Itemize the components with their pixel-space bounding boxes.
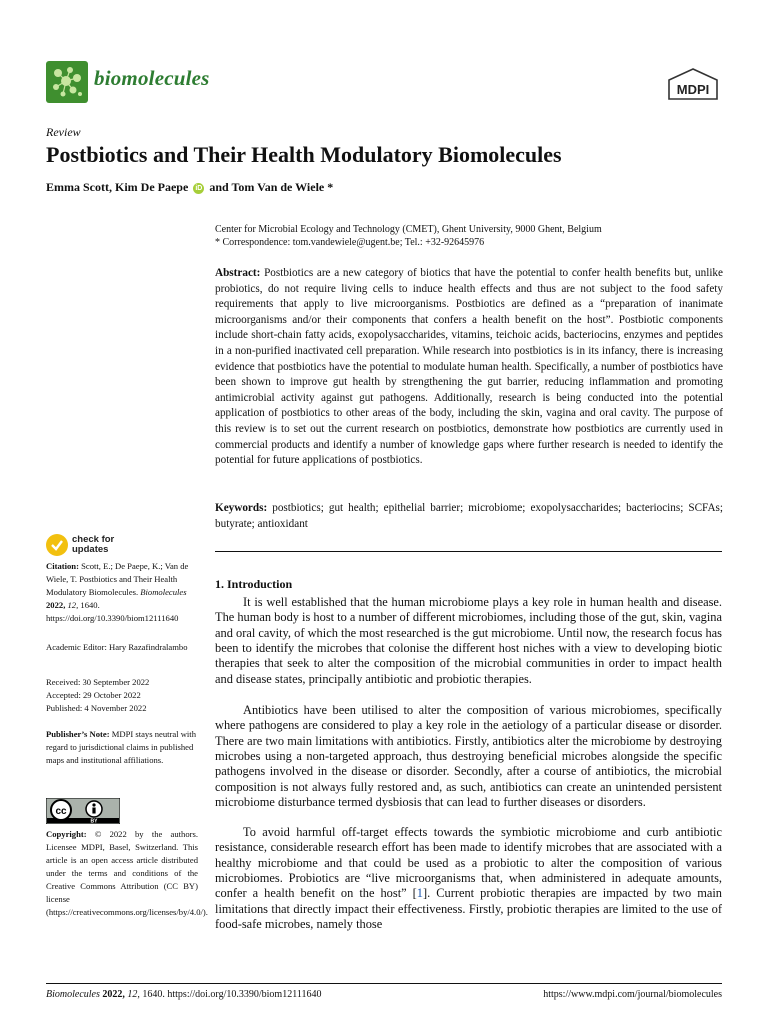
- dates-block: [46, 676, 198, 715]
- citation-text: Scott, E.; De Paepe, K.; Van de Wiele, T. Postbiotics and Their Health Modulatory Biomolecules.: [46, 561, 189, 597]
- abstract: [215, 266, 723, 469]
- publisher-note: [46, 728, 198, 767]
- citation-doi[interactable]: 1640. https://doi.org/10.3390/biom12111640: [46, 600, 179, 623]
- footer-journal: Biomolecules: [46, 989, 100, 1000]
- journal-name: biomolecules: [94, 66, 210, 90]
- citation-journal: Biomolecules: [140, 587, 187, 597]
- keywords: [215, 501, 723, 532]
- publisher-logo: [665, 67, 721, 103]
- mdpi-logo-icon: [665, 67, 721, 103]
- publisher-logo-text: MDPI: [676, 82, 710, 97]
- footer-doi[interactable]: 1640. https://doi.org/10.3390/biom12111640: [142, 989, 322, 1000]
- paragraph-3-text-b: ]. Current probiotic therapies are impacted by two main limitations that directly impact their effectiveness. Firstly, probiotic therapies are limited to the use of food-safe microbes, namely those: [215, 886, 723, 932]
- received-date: Received: 30 September 2022: [46, 677, 150, 687]
- check-updates-label: [72, 535, 114, 555]
- section-divider: [215, 551, 722, 552]
- publisher-note-label: Publisher’s Note:: [46, 729, 110, 739]
- body-paragraph-3: [215, 825, 722, 932]
- citation-volume: 12,: [67, 600, 79, 610]
- copyright-text: © 2022 by the authors. Licensee MDPI, Basel, Switzerland. This article is an open access article distributed under the terms and conditions of the Creative Commons Attribution (CC BY) license (https://creativecommons.org/licenses/by/4.0/).: [46, 829, 208, 917]
- cc-badge-by-text: BY: [90, 818, 98, 824]
- check-updates-line1: check for: [72, 534, 115, 545]
- published-date: Published: 4 November 2022: [46, 703, 147, 713]
- accepted-date: Accepted: 29 October 2022: [46, 690, 141, 700]
- body-paragraph-1: It is well established that the human microbiome plays a key role in human health and disease. The human body is host to a number of different microbiomes, including those of the gut, skin, vagina and oral cavity, of which the most researched is the gut microbiome. Until now, the research focus has been to identify the microbes that colonise the different host niches with a view to developing biotic therapies that seek to alter the composition of the microbial communities in order to impact health and disease states, principally antibiotic and probiotic therapies.: [215, 595, 723, 686]
- check-for-updates-badge[interactable]: [46, 534, 126, 558]
- check-updates-icon: [46, 534, 68, 556]
- citation-block: [46, 560, 198, 625]
- cc-by-license-icon[interactable]: [46, 798, 120, 824]
- footer-volume: 12,: [127, 989, 140, 1000]
- author-list: [46, 180, 333, 195]
- article-title: Postbiotics and Their Health Modulatory Biomolecules: [46, 142, 562, 167]
- cc-badge-cc-text: cc: [55, 806, 67, 817]
- footer-citation: [46, 989, 321, 1000]
- authors-first: Emma Scott, Kim De Paepe: [46, 180, 189, 194]
- academic-editor: Academic Editor: Hary Razafindralambo: [46, 642, 188, 652]
- footer-divider: [46, 983, 722, 984]
- copyright-label: Copyright:: [46, 829, 87, 839]
- authors-last: and Tom Van de Wiele *: [209, 180, 334, 194]
- copyright-notice: [46, 828, 208, 919]
- footer-year: 2022,: [102, 989, 125, 1000]
- keywords-label: Keywords:: [215, 502, 268, 514]
- check-updates-line2: updates: [72, 544, 109, 555]
- footer-journal-url[interactable]: https://www.mdpi.com/journal/biomolecules: [543, 989, 722, 1000]
- article-type: Review: [46, 125, 81, 139]
- abstract-label: Abstract:: [215, 267, 261, 279]
- reference-link[interactable]: 1: [416, 886, 423, 901]
- journal-logo-icon: [46, 61, 88, 103]
- orcid-icon[interactable]: iD: [195, 185, 203, 192]
- abstract-text: Postbiotics are a new category of biotics that have the potential to confer health benefits but, unlike probiotics, do not require living cells to induce health effects and thus are not subject to the food safety requirements that apply to live microorganisms. Postbiotics are defined as a “preparation of inanimate microorganisms and/or their components that confers a health benefit on the host”. Postbiotic components include short-chain fatty acids, exopolysaccharides, vitamins, teichoic acids, bacteriocins, enzymes and peptides in a non-purified inactivated cell preparation. While research into postbiotics is in its infancy, there is increasing evidence that postbiotics have the potential to modulate human health. Specifically, a number of postbiotics have been shown to improve gut health by strengthening the gut barrier, reducing inflammation and promoting antimicrobial activity against gut pathogens. Additionally, research is being conducted into the potential application of postbiotics to other areas of the body, including the skin, vagina and oral cavity. The purpose of this review is to set out the current research on postbiotics, demonstrate how postbiotics are currently used in commercial products and identify a number of knowledge gaps where further research is needed to identify the potential for future applications of postbiotics.: [215, 267, 723, 467]
- affiliation: Center for Microbial Ecology and Technology (CMET), Ghent University, 9000 Ghent, Belgium: [215, 224, 602, 235]
- keywords-text: postbiotics; gut health; epithelial barrier; microbiome; exopolysaccharides; bacteriocins; SCFAs; butyrate; antioxidant: [215, 502, 723, 530]
- publisher-note-text: MDPI stays neutral with regard to jurisdictional claims in published maps and institutional affiliations.: [46, 729, 196, 765]
- paragraph-3-text-a: To avoid harmful off-target effects towards the symbiotic microbiome and curb antibiotic resistance, considerable research effort has been made to identify microbes that are associated with a healthy microbiome and that could be used as a probiotic to alter the composition of various microbiomes. Probiotics are “live microorganisms that, when administered in adequate amounts, confer a health benefit on the host” [: [215, 825, 722, 901]
- section-heading: 1. Introduction: [215, 577, 293, 591]
- correspondence: * Correspondence: tom.vandewiele@ugent.be; Tel.: +32-92645976: [215, 237, 485, 248]
- citation-label: Citation:: [46, 561, 79, 571]
- affiliation-block: [215, 223, 725, 249]
- body-paragraph-2: Antibiotics have been utilised to alter the composition of various microbiomes, specifically where pathogens are considered to play a key role in the aetiology of a particular disease or disorder. There are two main limitations with antibiotics. Firstly, antibiotics alter the microbiome by destroying microbes using a non-targeted approach, thus destroying beneficial microbes alongside the specific pathogens involved in the disease or disorder. Secondly, after a course of antibiotics, the microbial composition is not always fully restored and, as such, antibiotics can create an unintended persistent microbiome disturbance termed dysbiosis that can lead to further diseases or disorders.: [215, 703, 722, 810]
- citation-year: 2022,: [46, 600, 66, 610]
